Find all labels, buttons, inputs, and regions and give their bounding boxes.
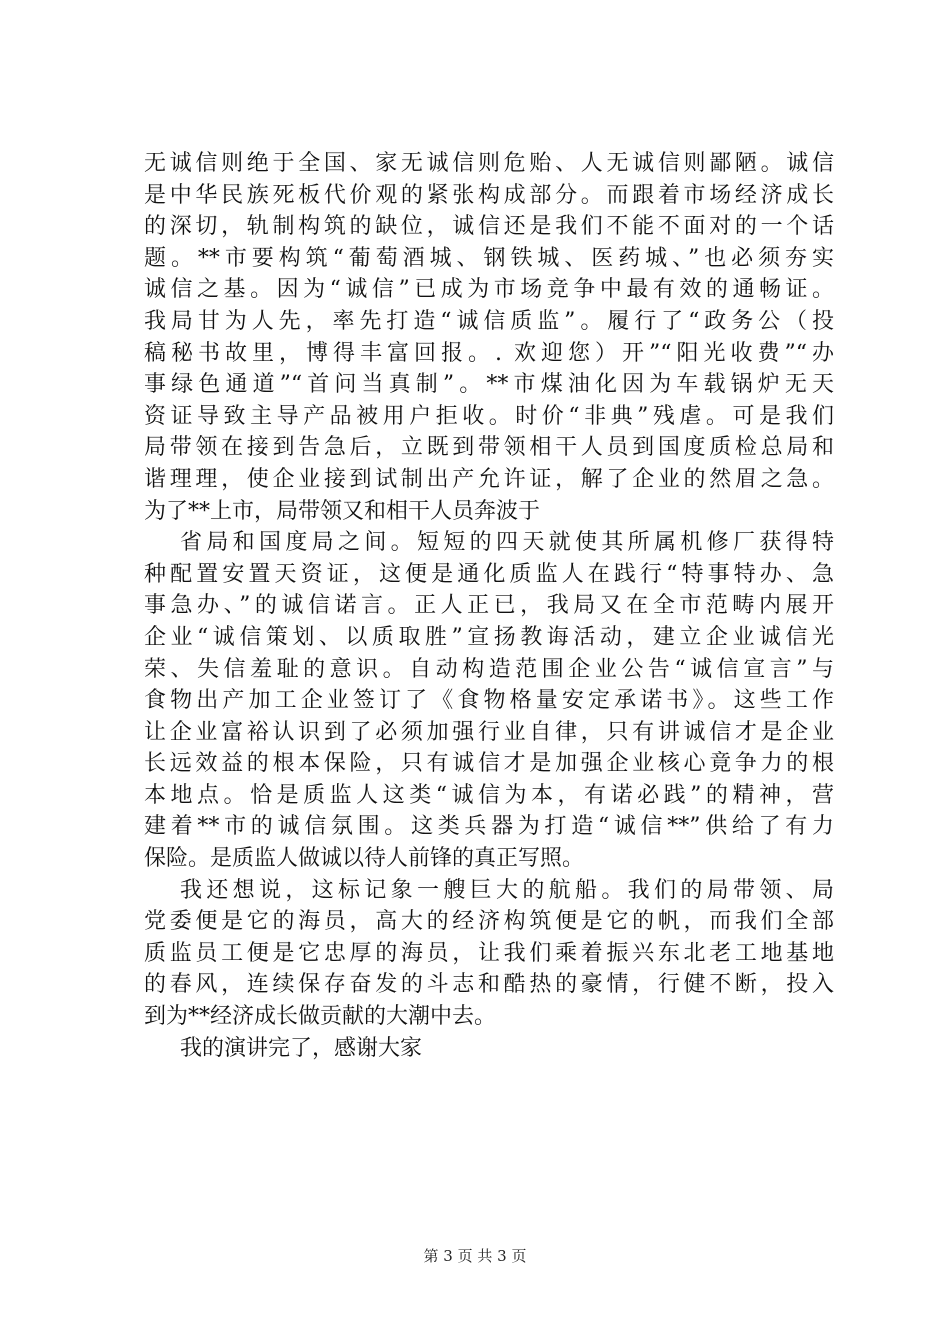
- text-line: 长远效益的根本保险，只有诚信才是加强企业核心竟争力的根: [144, 751, 834, 777]
- text-line: 企业“诚信策划、以质取胜”宣扬教诲活动，建立企业诚信光: [144, 624, 834, 650]
- text-line: 种配置安置天资证，这便是通化质监人在践行“特事特办、急: [144, 561, 834, 587]
- text-line: 资证导致主导产品被用户拒收。时价“非典”残虐。可是我们: [144, 403, 834, 429]
- text-line: 质监员工便是它忠厚的海员，让我们乘着振兴东北老工地基地: [144, 940, 834, 966]
- text-line: 事绿色通道”“首问当真制”。**市煤油化因为车载锅炉无天: [144, 372, 834, 398]
- text-line: 诚信之基。因为“诚信”已成为市场竞争中最有效的通畅证。: [144, 277, 834, 303]
- text-line: 为了**上市，局带领又和相干人员奔波于: [144, 498, 541, 524]
- text-line: 事急办、”的诚信诺言。正人正已，我局又在全市范畴内展开: [144, 593, 834, 619]
- text-line: 本地点。恰是质监人这类“诚信为本，有诺必践”的精神，营: [144, 782, 834, 808]
- text-line: 我的演讲完了，感谢大家: [180, 1035, 423, 1061]
- text-line: 我还想说，这标记象一艘巨大的航船。我们的局带领、局: [180, 877, 834, 903]
- text-line: 谐理理，使企业接到试制出产允许证，解了企业的然眉之急。: [144, 466, 834, 492]
- text-line: 保险。是质监人做诚以待人前锋的真正写照。: [144, 846, 585, 872]
- body-text: [144, 148, 834, 1064]
- text-line: 党委便是它的海员，高大的经济构筑便是它的帆，而我们全部: [144, 909, 834, 935]
- text-line: 食物出产加工企业签订了《食物格量安定承诺书》。这些工作: [144, 688, 834, 714]
- text-line: 的春风，连续保存奋发的斗志和酷热的豪情，行健不断，投入: [144, 972, 834, 998]
- text-line: 无诚信则绝于全国、家无诚信则危贻、人无诚信则鄙陋。诚信: [144, 151, 834, 176]
- text-line: 省局和国度局之间。短短的四天就使其所属机修厂获得特: [180, 530, 834, 556]
- text-line: 的深切，轨制构筑的缺位，诚信还是我们不能不面对的一个话: [144, 214, 834, 240]
- text-line: 荣、失信羞耻的意识。自动构造范围企业公告“诚信宣言”与: [144, 656, 834, 682]
- text-line: 建着**市的诚信氛围。这类兵器为打造“诚信**”供给了有力: [144, 814, 834, 840]
- text-line: 稿秘书故里，博得丰富回报。. 欢迎您）开”“阳光收费”“办: [144, 340, 834, 366]
- text-line: 我局甘为人先，率先打造“诚信质监”。履行了“政务公（投: [144, 308, 834, 334]
- text-line: 是中华民族死板代价观的紧张构成部分。而跟着市场经济成长: [144, 182, 834, 208]
- page-number-footer: 第 3 页 共 3 页: [423, 1247, 527, 1265]
- text-line: 到为**经济成长做贡献的大潮中去。: [144, 1004, 497, 1030]
- text-line: 局带领在接到告急后，立既到带领相干人员到国度质检总局和: [144, 435, 834, 461]
- text-line: 让企业富裕认识到了必须加强行业自律，只有讲诚信才是企业: [144, 719, 834, 745]
- text-line: 题。**市要构筑“葡萄酒城、钢铁城、医药城、”也必须夯实: [144, 245, 834, 271]
